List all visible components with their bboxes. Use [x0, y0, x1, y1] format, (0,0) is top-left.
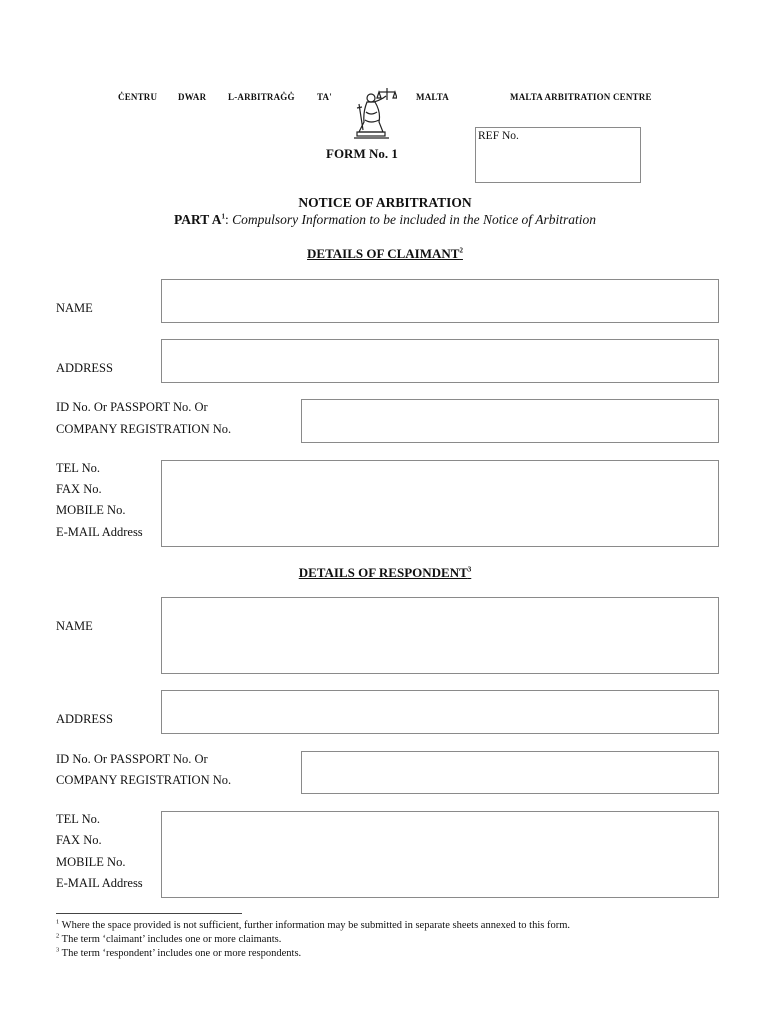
- header-mt-word-larbitragg: L-ARBITRAĠĠ: [228, 92, 295, 102]
- header-mt-word-ta: TA': [317, 92, 332, 102]
- respondent-mobile-label: MOBILE No.: [56, 855, 126, 869]
- claimant-mobile-label: MOBILE No.: [56, 503, 126, 517]
- claimant-id-label-line1: ID No. Or PASSPORT No. Or: [56, 400, 208, 414]
- claimant-tel-label: TEL No.: [56, 461, 100, 475]
- respondent-fax-label: FAX No.: [56, 833, 102, 847]
- footnote-3-text: The term ‘respondent’ includes one or more respondents.: [59, 948, 302, 959]
- claimant-heading: [0, 246, 770, 262]
- footnote-1: [56, 920, 570, 931]
- claimant-id-label-line2: COMPANY REGISTRATION No.: [56, 422, 232, 436]
- respondent-address-label: ADDRESS: [56, 712, 113, 726]
- part-a-separator: :: [224, 212, 229, 227]
- ref-number-field[interactable]: [475, 127, 641, 183]
- respondent-name-label: NAME: [56, 619, 93, 633]
- claimant-fax-label: FAX No.: [56, 482, 102, 496]
- form-number: FORM No. 1: [326, 146, 398, 161]
- respondent-email-label: E-MAIL Address: [56, 876, 143, 890]
- claimant-email-label: E-MAIL Address: [56, 525, 143, 539]
- part-a-line: [0, 212, 770, 228]
- claimant-name-field[interactable]: [161, 279, 719, 323]
- claimant-contact-field[interactable]: [161, 460, 719, 547]
- respondent-id-label-line1: ID No. Or PASSPORT No. Or: [56, 752, 208, 766]
- footnote-1-number: 1: [56, 918, 60, 926]
- respondent-heading: [0, 565, 770, 581]
- header-mt-word-centru: ĊENTRU: [118, 92, 158, 102]
- header-mt-word-dwar: DWAR: [178, 92, 207, 102]
- respondent-tel-label: TEL No.: [56, 812, 100, 826]
- respondent-id-label-line2: COMPANY REGISTRATION No.: [56, 773, 232, 787]
- part-a-footnote-ref: 1: [221, 212, 225, 221]
- header-en-title: MALTA ARBITRATION CENTRE: [510, 92, 652, 102]
- respondent-id-field[interactable]: [301, 751, 719, 794]
- footnote-3: [56, 948, 301, 959]
- notice-title: NOTICE OF ARBITRATION: [298, 195, 472, 210]
- ref-number-label: REF No.: [478, 130, 519, 142]
- respondent-address-field[interactable]: [161, 690, 719, 734]
- respondent-name-field[interactable]: [161, 597, 719, 674]
- footnote-2: [56, 934, 281, 945]
- header-mt-word-malta: MALTA: [416, 92, 450, 102]
- lady-justice-emblem-icon: [349, 86, 397, 140]
- footnote-1-text: Where the space provided is not sufficient, further information may be submitted in separate sheets annexed to this form.: [59, 920, 571, 931]
- claimant-address-field[interactable]: [161, 339, 719, 383]
- footnote-2-text: The term ‘claimant’ includes one or more claimants.: [59, 934, 282, 945]
- footnote-2-number: 2: [56, 932, 60, 940]
- respondent-heading-text: DETAILS OF RESPONDENT: [298, 565, 468, 580]
- part-a-text: Compulsory Information to be included in the Notice of Arbitration: [228, 212, 596, 227]
- claimant-id-field[interactable]: [301, 399, 719, 443]
- claimant-footnote-ref: 2: [459, 246, 463, 255]
- respondent-contact-field[interactable]: [161, 811, 719, 898]
- claimant-name-label: NAME: [56, 301, 93, 315]
- claimant-address-label: ADDRESS: [56, 361, 113, 375]
- footnote-3-number: 3: [56, 946, 60, 954]
- part-a-label: PART A: [174, 212, 222, 227]
- footnote-separator: [56, 913, 242, 914]
- claimant-heading-text: DETAILS OF CLAIMANT: [307, 246, 460, 261]
- respondent-footnote-ref: 3: [467, 565, 472, 574]
